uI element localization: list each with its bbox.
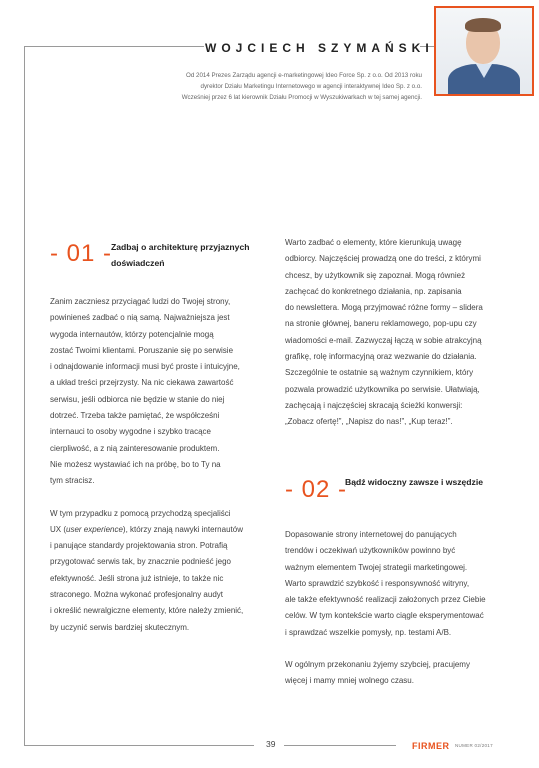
section-number-01: - 01 - <box>50 240 113 267</box>
text-line: ważnym elementem Twojej strategii marketingowej. <box>285 562 468 572</box>
text-line: więcej i mamy mniej wolnego czasu. <box>285 676 414 686</box>
text-line: grafikę, rolę informacyjną oraz wezwanie do działania. <box>285 352 477 362</box>
text-line: Nie możesz wystawiać ich na próbę, bo to Ty na <box>50 459 221 469</box>
text-line: tym stracisz. <box>50 476 95 486</box>
paragraph <box>285 235 513 431</box>
bio-line: Wcześniej przez 6 lat kierownik Działu Promocji w Wyszukiwarkach w tej samej agencji. <box>181 94 422 101</box>
text-line: powinieneś zadbać o nią samą. Najważniejsza jest <box>50 313 230 323</box>
text-line: zachęcać do konkretnego działania, np. zapisania <box>285 286 462 296</box>
text-line: przygotować serwis tak, by znacznie podnieść jego <box>50 557 231 567</box>
text-line: ale także efektywność realizacji założonych przez Ciebie <box>285 595 486 605</box>
text-line: Szczególnie te ostatnie są ważnym czynnikiem, który <box>285 368 474 378</box>
paragraph <box>50 294 275 490</box>
author-photo <box>434 6 534 96</box>
text-line: celów. W tym kontekście warto ciągle eksperymentować <box>285 611 484 621</box>
right-column-top <box>285 235 513 447</box>
bio-line: Od 2014 Prezes Zarządu agencji e-marketingowej Ideo Force Sp. z o.o. Od 2013 roku <box>186 72 422 79</box>
heading-line: doświadczeń <box>111 258 165 268</box>
paragraph <box>285 527 513 641</box>
section-number-02: - 02 - <box>285 476 348 503</box>
text-line: Dopasowanie strony internetowej do panujących <box>285 530 457 539</box>
text-line: „Zobacz ofertę!”, „Napisz do nas!”, „Kup teraz!”. <box>285 417 453 427</box>
text-line: pozwala prowadzić użytkownika po serwisie. Ułatwiają, <box>285 384 480 394</box>
text-line: na stronie głównej, baneru reklamowego, pop-upu czy <box>285 319 477 329</box>
photo-hair <box>465 18 501 32</box>
text-line: wiadomości e-mail. Zazwyczaj łączą w sobie atrakcyjną <box>285 335 482 345</box>
paragraph <box>285 657 513 690</box>
text-line: i określić newralgiczne elementy, które należy zmienić, <box>50 606 244 616</box>
text-line: by uczynić serwis bardziej skutecznym. <box>50 622 190 632</box>
text-line: straconego. Można wykonać profesjonalny audyt <box>50 590 223 600</box>
text-line: efektywność. Jeśli strona już istnieje, to także nic <box>50 573 224 583</box>
text-line: zachęcają i najczęściej skracają ścieżki konwersji: <box>285 400 463 410</box>
text-line: Zanim zaczniesz przyciągać ludzi do Twojej strony, <box>50 297 231 306</box>
text-line: a układ treści przejrzysty. Na nic ciekawa zawartość <box>50 378 234 388</box>
text-run: ), którzy znają nawyki internautów <box>122 524 243 534</box>
magazine-logo: FIRMER <box>412 741 450 751</box>
author-name: WOJCIECH SZYMAŃSKI <box>205 41 434 55</box>
frame-line-top <box>24 46 204 47</box>
bio-line: dyrektor Działu Marketingu Internetowego w agencji interaktywnej Ideo Sp. z o.o. <box>200 83 422 90</box>
text-run: UX ( <box>50 524 66 534</box>
heading-line: Zadbaj o architekturę przyjaznych <box>111 242 250 252</box>
right-column-bottom <box>285 527 513 706</box>
section-heading-02: Bądź widoczny zawsze i wszędzie <box>345 477 484 487</box>
left-column <box>50 294 275 652</box>
text-line: W ogólnym przekonaniu żyjemy szybciej, pracujemy <box>285 660 470 670</box>
text-run-italic: user experience <box>66 524 123 534</box>
frame-line-bottom <box>24 745 254 746</box>
text-line: i panujące standardy projektowania stron. Potrafią <box>50 541 228 551</box>
text-line: Warto zadbać o elementy, które kierunkują uwagę <box>285 238 462 247</box>
text-line: Warto sprawdzić szybkość i responsywność witryny, <box>285 578 470 588</box>
text-line: dotrzeć. Trzeba także pamiętać, że współcześni <box>50 411 220 421</box>
text-line: do newslettera. Mogą przyjmować różne formy – slidera <box>285 303 483 313</box>
text-line: cierpliwość, a z nią zainteresowanie produktem. <box>50 443 220 453</box>
text-line: wygoda internautów, którzy potencjalnie mogą <box>50 329 214 339</box>
frame-line-bottom-right <box>284 745 396 746</box>
text-line-mixed <box>50 522 275 538</box>
frame-line-left <box>24 46 25 746</box>
text-line: W tym przypadku z pomocą przychodzą specjaliści <box>50 508 231 518</box>
paragraph <box>50 506 275 636</box>
text-line: trendów i oczekiwań użytkowników powinno być <box>285 546 456 556</box>
text-line: chcesz, by użytkownik się zapoznał. Mogą również <box>285 270 466 280</box>
text-line: i sprawdzać wszelkie pomysły, np. testami A/B. <box>285 627 452 637</box>
page-number: 39 <box>266 739 276 749</box>
author-bio <box>160 70 422 103</box>
text-line: i odnajdowanie informacji musi być proste i intuicyjne, <box>50 362 240 372</box>
text-line: internauci to osoby wygodne i szybko tracące <box>50 427 211 437</box>
text-line: zostać Twoimi klientami. Poruszanie się po serwisie <box>50 345 234 355</box>
text-line: serwisu, jeśli odbiorca nie będzie w stanie do niej <box>50 394 225 404</box>
text-line: odbiorcy. Najczęściej prowadzą one do treści, z którymi <box>285 254 481 264</box>
section-heading-01 <box>111 239 271 271</box>
issue-number: NUMER 02/2017 <box>455 743 493 748</box>
